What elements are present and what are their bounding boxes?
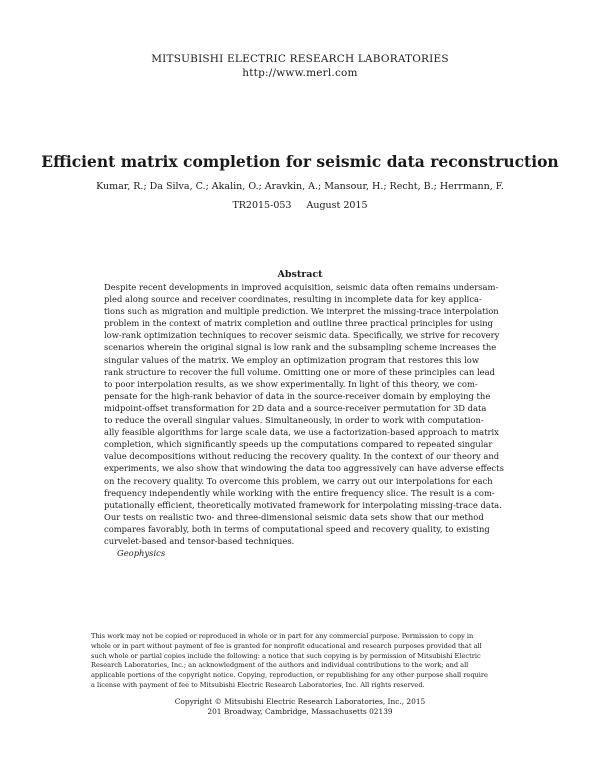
abstract-line: low-rank optimization techniques to recover seismic data. Specifically, we strive for recovery [104, 330, 500, 341]
abstract-line: completion, which significantly speeds up the computations compared to repeated singular [104, 439, 493, 450]
copyright-notice [91, 632, 509, 691]
paper-authors: Kumar, R.; Da Silva, C.; Akalin, O.; Aravkin, A.; Mansour, H.; Recht, B.; Herrmann, F. [96, 181, 504, 192]
abstract-line: scenarios wherein the original signal is low rank and the subsampling scheme increases the [104, 342, 497, 353]
abstract-body [104, 281, 504, 547]
abstract-line: pensate for the high-rank behavior of data in the source-receiver domain by employing the [104, 390, 491, 401]
abstract-line: problem in the context of matrix completion and outline three practical principles for using [104, 318, 494, 329]
report-date: August 2015 [306, 200, 368, 211]
abstract-line: Despite recent developments in improved acquisition, seismic data often remains undersam- [104, 282, 499, 292]
abstract-line: compares favorably, both in terms of computational speed and recovery quality, to existing [104, 523, 490, 534]
abstract-line: singular values of the matrix. We employ an optimization program that restores this low [104, 354, 479, 365]
abstract-line: midpoint-offset transformation for 2D data and a source-receiver permutation for 3D data [104, 402, 487, 413]
abstract-line: tions such as migration and multiple prediction. We interpret the missing-trace interpolation [104, 306, 499, 317]
notice-line: Research Laboratories, Inc.; an acknowledgment of the authors and individual contributions to the work; and all [91, 661, 469, 670]
report-number: TR2015-053 [232, 200, 292, 211]
copyright-line: Copyright © Mitsubishi Electric Research Laboratories, Inc., 2015 [174, 697, 426, 706]
institution-url[interactable]: http://www.merl.com [242, 67, 358, 79]
paper-title: Efficient matrix completion for seismic data reconstruction [41, 152, 559, 171]
notice-line: a license with payment of fee to Mitsubishi Electric Research Laboratories, Inc. All rights reserved. [91, 680, 425, 689]
header [0, 52, 600, 80]
abstract-line: ally feasible algorithms for large scale data, we use a factorization-based approach to matrix [104, 427, 499, 438]
abstract-line: frequency independently while working with the entire frequency slice. The result is a com- [104, 487, 495, 498]
notice-line: This work may not be copied or reproduced in whole or in part for any commercial purpose. Permission to copy in [91, 632, 474, 640]
keyword: Geophysics [117, 548, 166, 558]
address-line: 201 Broadway, Cambridge, Massachusetts 02139 [207, 707, 393, 716]
notice-line: whole or in part without payment of fee is granted for nonprofit educational and research purposes provided that all [91, 641, 482, 650]
notice-line: such whole or partial copies include the following: a notice that such copying is by permission of Mitsubishi Electric [91, 651, 481, 660]
abstract-line: putationally efficient, theoretically motivated framework for interpolating missing-trace data. [104, 499, 502, 510]
abstract-line: value decompositions without reducing the recovery quality. In the context of our theory and [104, 451, 500, 462]
abstract-line: experiments, we also show that windowing the data too aggressively can have adverse effects [104, 463, 504, 474]
abstract-line: to poor interpolation results, as we show experimentally. In light of this theory, we com- [104, 378, 478, 389]
abstract-line: pled along source and receiver coordinates, resulting in incomplete data for key applica- [104, 294, 482, 305]
report-info [0, 200, 600, 211]
abstract-line: rank structure to recover the full volume. Omitting one or more of these principles can lead [104, 366, 495, 377]
abstract-line: curvelet-based and tensor-based techniques. [104, 535, 295, 546]
institution-name: MITSUBISHI ELECTRIC RESEARCH LABORATORIES [151, 53, 449, 65]
abstract-heading: Abstract [277, 269, 323, 280]
footer [0, 697, 600, 717]
abstract-line: Our tests on realistic two- and three-dimensional seismic data sets show that our method [104, 511, 484, 522]
abstract-line: on the recovery quality. To overcome this problem, we carry out our interpolations for each [104, 475, 493, 486]
abstract-line: to reduce the overall singular values. Simultaneously, in order to work with computation- [104, 415, 484, 426]
notice-line: applicable portions of the copyright notice. Copying, reproduction, or republishing for any other purpose shall require [91, 671, 488, 680]
